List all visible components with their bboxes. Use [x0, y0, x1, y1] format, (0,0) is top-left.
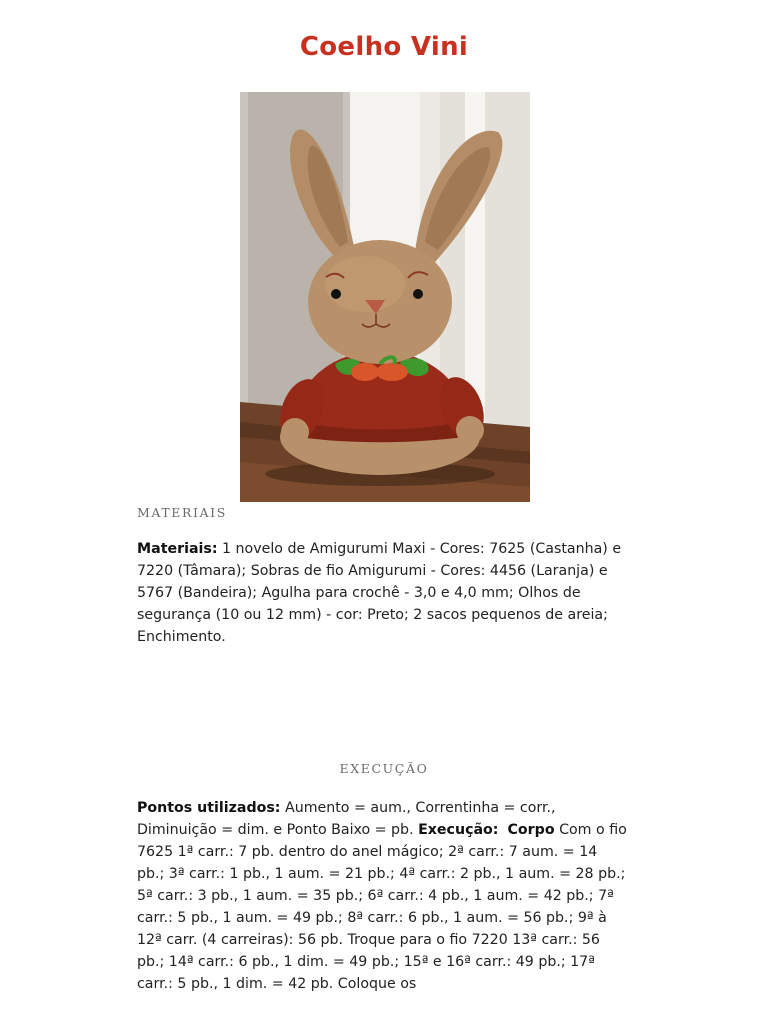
page-title: Coelho Vini — [299, 32, 469, 62]
pontos-label: Pontos utilizados: — [137, 800, 281, 816]
crochet-bunny-illustration — [240, 92, 530, 502]
materiais-paragraph — [137, 538, 629, 648]
materiais-heading: MATERIAIS — [137, 505, 227, 520]
materiais-text: 1 novelo de Amigurumi Maxi - Cores: 7625 (Castanha) e 7220 (Tâmara); Sobras de fio Amigurumi - Cores: 4456 (Laranja) e 5767 (Bandeira); Agulha para crochê - 3,0 e 4,0 mm; Olhos de segurança (10 ou 12 mm) - cor: Preto; 2 sacos pequenos de areia; Enchimento. — [137, 541, 622, 645]
pontos-text: Aumento = aum., Correntinha = corr., Diminuição = dim. e Ponto Baixo = pb. — [137, 800, 556, 838]
corpo-text: Com o fio 7625 1ª carr.: 7 pb. dentro do anel mágico; 2ª carr.: 7 aum. = 14 pb.; 3ª carr.: 1 pb., 1 aum. = 21 pb.; 4ª carr.: 2 pb., 1 aum. = 28 pb.; 5ª carr.: 3 pb., 1 aum. = 35 pb.; 6ª carr.: 4 pb., 1 aum. = 42 pb.; 7ª carr.: 5 pb., 1 aum. = 49 pb.; 8ª carr.: 6 pb., 1 aum. = 56 pb.; 9ª à 12ª carr. (4 carreiras): 56 pb. Troque para o fio 7220 13ª carr.: 56 pb.; 14ª carr.: 6 pb., 1 dim. = 49 pb.; 15ª e 16ª carr.: 49 pb.; 17ª carr.: 5 pb., 1 dim. = 42 pb. Coloque os — [137, 822, 627, 992]
execucao-heading: EXECUÇÃO — [339, 761, 429, 776]
execucao-label: Execução: — [418, 822, 499, 838]
materiais-label: Materiais: — [137, 541, 218, 557]
corpo-label: Corpo — [507, 822, 555, 838]
execucao-paragraph — [137, 797, 629, 992]
bunny-photo — [240, 92, 530, 502]
